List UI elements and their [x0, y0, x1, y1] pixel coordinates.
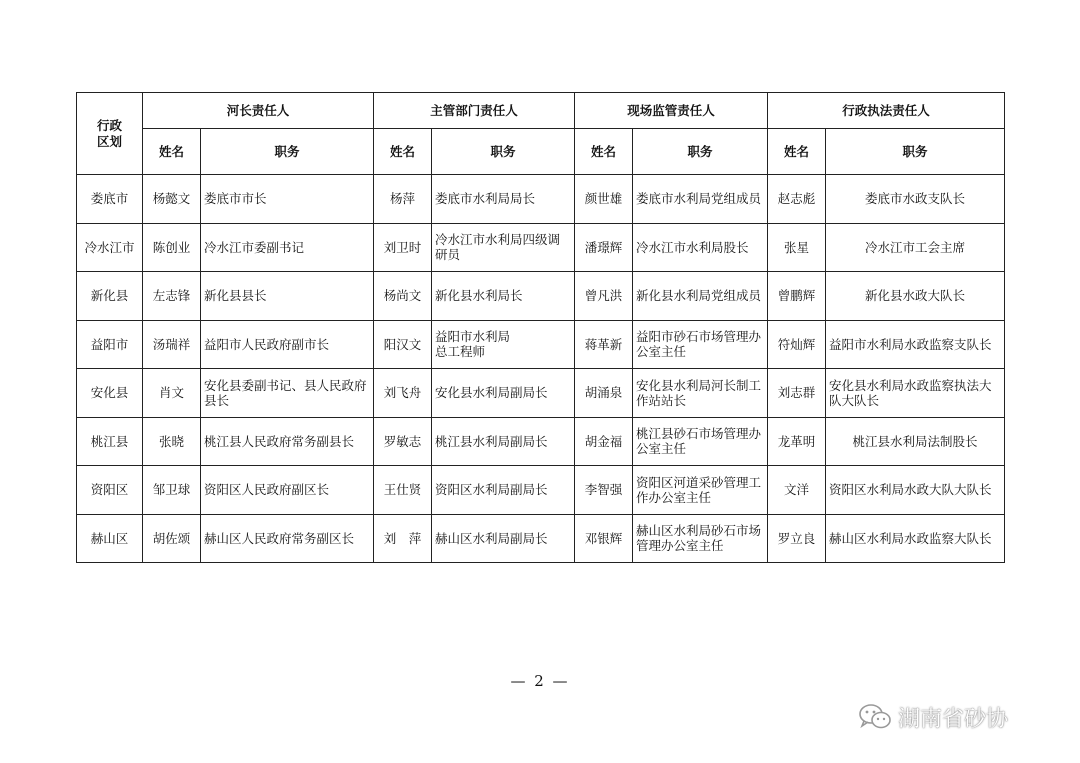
cell-title: 益阳市砂石市场管理办公室主任	[633, 320, 768, 369]
cell-name: 陈创业	[143, 223, 201, 272]
cell-name: 王仕贤	[374, 466, 432, 515]
header-title: 职务	[432, 129, 575, 175]
cell-title: 资阳区河道采砂管理工作办公室主任	[633, 466, 768, 515]
table-row	[77, 223, 1005, 272]
cell-title: 益阳市水利局水政监察支队长	[826, 320, 1005, 369]
cell-region: 益阳市	[77, 320, 143, 369]
header-name: 姓名	[575, 129, 633, 175]
cell-title: 安化县水利局水政监察执法大队大队长	[826, 369, 1005, 418]
cell-region: 桃江县	[77, 417, 143, 466]
cell-title: 桃江县人民政府常务副县长	[201, 417, 374, 466]
cell-title: 资阳区水利局副局长	[432, 466, 575, 515]
cell-name: 刘飞舟	[374, 369, 432, 418]
cell-name: 胡佐颂	[143, 514, 201, 563]
cell-name: 龙革明	[768, 417, 826, 466]
responsibility-table	[76, 92, 1005, 563]
header-group-enforcement: 行政执法责任人	[768, 93, 1005, 129]
watermark-text: 湖南省砂协	[898, 706, 1009, 732]
header-group-department: 主管部门责任人	[374, 93, 575, 129]
cell-region: 资阳区	[77, 466, 143, 515]
table-row	[77, 514, 1005, 563]
cell-name: 罗敏志	[374, 417, 432, 466]
cell-title: 冷水江市委副书记	[201, 223, 374, 272]
cell-name: 阳汉文	[374, 320, 432, 369]
cell-name: 蒋革新	[575, 320, 633, 369]
header-name: 姓名	[143, 129, 201, 175]
cell-title: 娄底市水利局局长	[432, 175, 575, 224]
cell-title: 赫山区水利局砂石市场管理办公室主任	[633, 514, 768, 563]
cell-name: 汤瑞祥	[143, 320, 201, 369]
header-region: 行政 区划	[77, 93, 143, 175]
cell-title: 新化县水利局长	[432, 272, 575, 321]
cell-region: 安化县	[77, 369, 143, 418]
cell-title: 娄底市市长	[201, 175, 374, 224]
cell-title: 桃江县砂石市场管理办公室主任	[633, 417, 768, 466]
cell-name: 刘志群	[768, 369, 826, 418]
table-row	[77, 417, 1005, 466]
table-row	[77, 320, 1005, 369]
cell-title: 益阳市人民政府副市长	[201, 320, 374, 369]
cell-name: 杨萍	[374, 175, 432, 224]
cell-title: 桃江县水利局法制股长	[826, 417, 1005, 466]
cell-name: 左志锋	[143, 272, 201, 321]
header-name: 姓名	[374, 129, 432, 175]
cell-title: 益阳市水利局 总工程师	[432, 320, 575, 369]
cell-name: 邓银辉	[575, 514, 633, 563]
table-row	[77, 369, 1005, 418]
cell-region: 冷水江市	[77, 223, 143, 272]
cell-title: 新化县水利局党组成员	[633, 272, 768, 321]
cell-region: 赫山区	[77, 514, 143, 563]
cell-title: 安化县水利局副局长	[432, 369, 575, 418]
cell-name: 刘 萍	[374, 514, 432, 563]
header-title: 职务	[201, 129, 374, 175]
header-title: 职务	[826, 129, 1005, 175]
header-group-river-chief: 河长责任人	[143, 93, 374, 129]
cell-name: 张晓	[143, 417, 201, 466]
cell-title: 赫山区人民政府常务副区长	[201, 514, 374, 563]
cell-name: 肖文	[143, 369, 201, 418]
cell-title: 新化县水政大队长	[826, 272, 1005, 321]
table-row	[77, 175, 1005, 224]
cell-region: 新化县	[77, 272, 143, 321]
cell-title: 资阳区水利局水政大队大队长	[826, 466, 1005, 515]
cell-title: 冷水江市水利局股长	[633, 223, 768, 272]
cell-name: 赵志彪	[768, 175, 826, 224]
cell-name: 胡涌泉	[575, 369, 633, 418]
cell-name: 胡金福	[575, 417, 633, 466]
table-row	[77, 272, 1005, 321]
cell-name: 文洋	[768, 466, 826, 515]
cell-name: 潘璟辉	[575, 223, 633, 272]
cell-name: 曾凡洪	[575, 272, 633, 321]
cell-name: 杨懿文	[143, 175, 201, 224]
cell-name: 邹卫球	[143, 466, 201, 515]
cell-region: 娄底市	[77, 175, 143, 224]
cell-title: 资阳区人民政府副区长	[201, 466, 374, 515]
cell-name: 罗立良	[768, 514, 826, 563]
cell-title: 娄底市水利局党组成员	[633, 175, 768, 224]
cell-title: 冷水江市水利局四级调研员	[432, 223, 575, 272]
cell-name: 刘卫时	[374, 223, 432, 272]
cell-name: 李智强	[575, 466, 633, 515]
cell-name: 曾鹏辉	[768, 272, 826, 321]
header-group-site-supervision: 现场监管责任人	[575, 93, 768, 129]
cell-title: 安化县水利局河长制工作站站长	[633, 369, 768, 418]
wechat-icon	[858, 702, 892, 732]
cell-title: 新化县县长	[201, 272, 374, 321]
header-name: 姓名	[768, 129, 826, 175]
cell-title: 安化县委副书记、县人民政府县长	[201, 369, 374, 418]
cell-name: 符灿辉	[768, 320, 826, 369]
cell-title: 赫山区水利局副局长	[432, 514, 575, 563]
cell-name: 颜世雄	[575, 175, 633, 224]
header-title: 职务	[633, 129, 768, 175]
cell-title: 冷水江市工会主席	[826, 223, 1005, 272]
page-number: — 2 —	[510, 672, 570, 690]
cell-name: 杨尚文	[374, 272, 432, 321]
watermark	[858, 700, 1008, 734]
cell-name: 张星	[768, 223, 826, 272]
table-row	[77, 466, 1005, 515]
cell-title: 赫山区水利局水政监察大队长	[826, 514, 1005, 563]
cell-title: 娄底市水政支队长	[826, 175, 1005, 224]
cell-title: 桃江县水利局副局长	[432, 417, 575, 466]
